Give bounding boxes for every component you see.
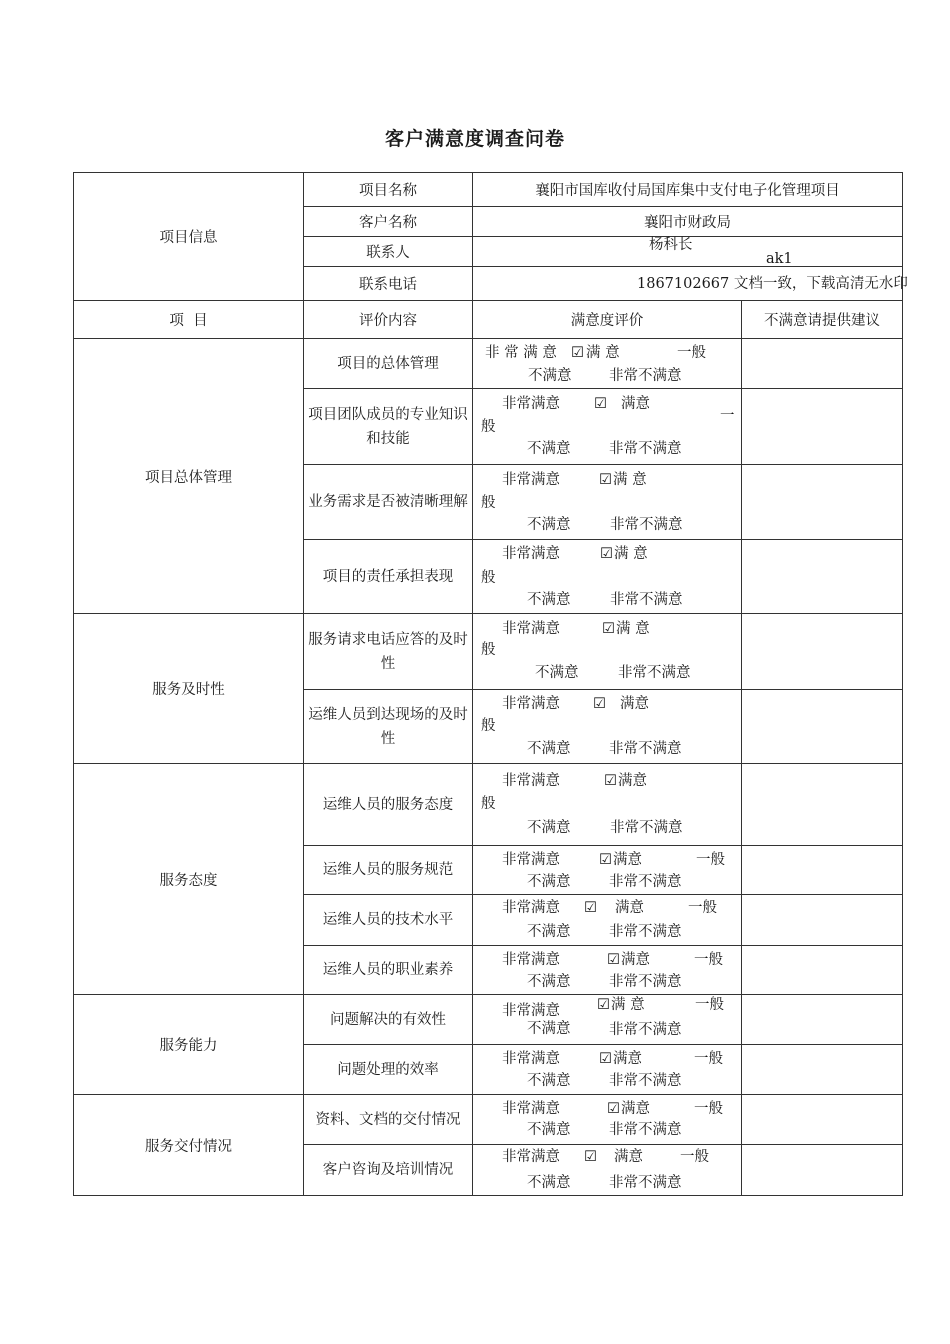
info-label: 项目名称 [304,173,473,207]
rating-cell [473,339,742,389]
suggestion-cell[interactable] [742,764,903,846]
info-label: 联系电话 [304,267,473,301]
option-very-satisfied[interactable]: 非常满意 [502,1003,560,1019]
category-label: 服务及时性 [74,614,304,764]
contact-name: 杨科长 [649,237,693,253]
rating-cell [473,846,742,895]
suggestion-cell[interactable] [742,1095,903,1145]
item-label: 资料、文档的交付情况 [304,1095,473,1145]
item-label: 项目的责任承担表现 [304,540,473,614]
item-label: 项目团队成员的专业知识和技能 [304,389,473,465]
option-very-unsatisfied[interactable]: 非常不满意 [610,820,683,836]
option-very-satisfied[interactable]: 非 常 满 意 [485,345,557,361]
option-unsatisfied[interactable]: 不满意 [527,974,571,990]
info-label: 联系人 [304,237,473,267]
category-label: 服务能力 [74,995,304,1095]
checkbox-checked-icon[interactable]: ☑ [599,472,612,488]
info-label: 客户名称 [304,207,473,237]
option-very-unsatisfied[interactable]: 非常不满意 [609,874,682,890]
checkbox-checked-icon[interactable]: ☑ [607,952,620,968]
option-satisfied[interactable]: 满意 [621,952,650,968]
rating-cell [473,614,742,690]
table-row [74,614,903,690]
option-very-satisfied[interactable]: 非常满意 [502,546,560,562]
option-general[interactable]: 一般 [696,852,725,868]
item-label: 运维人员的技术水平 [304,895,473,946]
suggestion-cell[interactable] [742,946,903,995]
option-very-satisfied[interactable]: 非常满意 [502,396,560,412]
option-very-unsatisfied[interactable]: 非常不满意 [618,665,691,681]
option-unsatisfied[interactable]: 不满意 [527,1021,571,1037]
rating-cell [473,764,742,846]
suggestion-cell[interactable] [742,465,903,540]
option-satisfied[interactable]: 满意 [613,1051,642,1067]
option-general-part2[interactable]: 般 [481,718,496,734]
option-general[interactable]: 一般 [677,345,706,361]
category-label: 服务态度 [74,764,304,995]
table-row [74,764,903,846]
checkbox-checked-icon[interactable]: ☑ [597,997,610,1013]
suggestion-cell[interactable] [742,1045,903,1095]
item-label: 问题解决的有效性 [304,995,473,1045]
checkbox-checked-icon[interactable]: ☑ [599,1051,612,1067]
checkbox-checked-icon[interactable]: ☑ [594,396,607,412]
option-general-part2[interactable]: 般 [481,570,496,586]
suggestion-cell[interactable] [742,614,903,690]
suggestion-cell[interactable] [742,846,903,895]
option-general-part2[interactable]: 般 [481,642,496,658]
option-unsatisfied[interactable]: 不满意 [527,441,571,457]
rating-cell [473,895,742,946]
suggestion-cell[interactable] [742,389,903,465]
header-content: 评价内容 [304,301,473,339]
option-satisfied[interactable]: 满 意 [586,345,620,361]
option-unsatisfied[interactable]: 不满意 [527,741,571,757]
item-label: 服务请求电话应答的及时性 [304,614,473,690]
option-very-satisfied[interactable]: 非常满意 [502,900,560,916]
info-value-cell [473,267,908,301]
option-satisfied[interactable]: 满意 [621,1101,650,1117]
item-label: 问题处理的效率 [304,1045,473,1095]
option-very-unsatisfied[interactable]: 非常不满意 [609,974,682,990]
checkbox-checked-icon[interactable]: ☑ [604,773,617,789]
suggestion-cell[interactable] [742,540,903,614]
option-very-unsatisfied[interactable]: 非常不满意 [609,441,682,457]
option-very-unsatisfied[interactable]: 非常不满意 [609,1122,682,1138]
option-general[interactable]: 一般 [695,997,724,1013]
option-very-unsatisfied[interactable]: 非常不满意 [609,1175,682,1191]
rating-cell [473,1145,742,1196]
rating-cell [473,946,742,995]
item-label: 运维人员的职业素养 [304,946,473,995]
category-label: 服务交付情况 [74,1095,304,1196]
checkbox-checked-icon[interactable]: ☑ [602,621,615,637]
rating-cell [473,690,742,764]
option-satisfied[interactable]: 满意 [621,396,650,412]
rating-cell [473,995,742,1045]
info-value: 襄阳市国库收付局国库集中支付电子化管理项目 [473,173,903,207]
suggestion-cell[interactable] [742,1145,903,1196]
option-satisfied[interactable]: 满意 [620,696,649,712]
checkbox-checked-icon[interactable]: ☑ [584,1149,597,1165]
option-general-part2[interactable]: 般 [481,419,496,435]
rating-cell [473,540,742,614]
option-satisfied[interactable]: 满 意 [616,621,650,637]
item-label: 业务需求是否被清晰理解 [304,465,473,540]
rating-cell [473,1045,742,1095]
checkbox-checked-icon[interactable]: ☑ [599,852,612,868]
checkbox-checked-icon[interactable]: ☑ [600,546,613,562]
table-row [74,339,903,389]
header-rating: 满意度评价 [473,301,742,339]
checkbox-checked-icon[interactable]: ☑ [593,696,606,712]
info-row-project-name [74,173,903,207]
option-general-part2[interactable]: 般 [481,796,496,812]
option-satisfied[interactable]: 满 意 [613,472,647,488]
option-unsatisfied[interactable]: 不满意 [527,924,571,940]
info-value-cell [473,237,903,267]
rating-cell [473,1095,742,1145]
header-suggestion: 不满意请提供建议 [742,301,903,339]
checkbox-checked-icon[interactable]: ☑ [584,900,597,916]
suggestion-cell[interactable] [742,690,903,764]
option-very-unsatisfied[interactable]: 非常不满意 [609,1022,682,1038]
option-satisfied[interactable]: 满 意 [614,546,648,562]
page-title: 客户满意度调查问卷 [384,128,565,150]
option-very-unsatisfied[interactable]: 非常不满意 [609,741,682,757]
option-satisfied[interactable]: 满意 [618,773,647,789]
table-row [74,1095,903,1145]
option-unsatisfied[interactable]: 不满意 [535,665,579,681]
option-very-satisfied[interactable]: 非常满意 [502,1101,560,1117]
info-value: 襄阳市财政局 [473,207,903,237]
option-very-satisfied[interactable]: 非常满意 [502,472,560,488]
item-label: 运维人员的服务态度 [304,764,473,846]
option-unsatisfied[interactable]: 不满意 [527,820,571,836]
option-very-satisfied[interactable]: 非常满意 [502,696,560,712]
option-very-satisfied[interactable]: 非常满意 [502,1149,560,1165]
checkbox-checked-icon[interactable]: ☑ [607,1101,620,1117]
option-general[interactable]: 一般 [694,952,723,968]
checkbox-checked-icon[interactable]: ☑ [571,345,584,361]
option-unsatisfied[interactable]: 不满意 [527,1175,571,1191]
option-unsatisfied[interactable]: 不满意 [527,874,571,890]
option-very-satisfied[interactable]: 非常满意 [502,952,560,968]
option-general-part1[interactable]: 一 [720,408,735,424]
table-row [74,995,903,1045]
option-very-unsatisfied[interactable]: 非常不满意 [609,1073,682,1089]
option-general[interactable]: 一般 [680,1149,709,1165]
option-unsatisfied[interactable]: 不满意 [527,592,571,608]
suggestion-cell[interactable] [742,995,903,1045]
option-very-satisfied[interactable]: 非常满意 [502,1051,560,1067]
category-label: 项目总体管理 [74,339,304,614]
rating-cell [473,465,742,540]
option-general[interactable]: 一般 [694,1101,723,1117]
survey-table [73,172,908,1196]
option-unsatisfied[interactable]: 不满意 [527,1073,571,1089]
suggestion-cell[interactable] [742,339,903,389]
option-unsatisfied[interactable]: 不满意 [527,517,571,533]
option-very-unsatisfied[interactable]: 非常不满意 [609,368,682,384]
option-very-satisfied[interactable]: 非常满意 [502,621,560,637]
option-very-unsatisfied[interactable]: 非常不满意 [610,592,683,608]
header-row [74,301,903,339]
option-unsatisfied[interactable]: 不满意 [528,368,572,384]
suggestion-cell[interactable] [742,895,903,946]
option-very-unsatisfied[interactable]: 非常不满意 [609,924,682,940]
option-satisfied[interactable]: 满意 [614,1149,643,1165]
option-satisfied[interactable]: 满意 [615,900,644,916]
option-satisfied[interactable]: 满 意 [611,997,645,1013]
option-general-part2[interactable]: 般 [481,495,496,511]
rating-cell [473,389,742,465]
header-item: 项 目 [74,301,304,339]
phone-value: 1867102667 文档一致，下载高清无水印 [637,276,908,292]
option-satisfied[interactable]: 满意 [613,852,642,868]
option-unsatisfied[interactable]: 不满意 [527,1122,571,1138]
item-label: 项目的总体管理 [304,339,473,389]
option-very-unsatisfied[interactable]: 非常不满意 [610,517,683,533]
contact-extra: ak1 [766,251,793,267]
info-section-label: 项目信息 [74,173,304,301]
option-very-satisfied[interactable]: 非常满意 [502,852,560,868]
option-general[interactable]: 一般 [694,1051,723,1067]
item-label: 运维人员到达现场的及时性 [304,690,473,764]
option-general[interactable]: 一般 [688,900,717,916]
option-very-satisfied[interactable]: 非常满意 [502,773,560,789]
item-label: 运维人员的服务规范 [304,846,473,895]
item-label: 客户咨询及培训情况 [304,1145,473,1196]
